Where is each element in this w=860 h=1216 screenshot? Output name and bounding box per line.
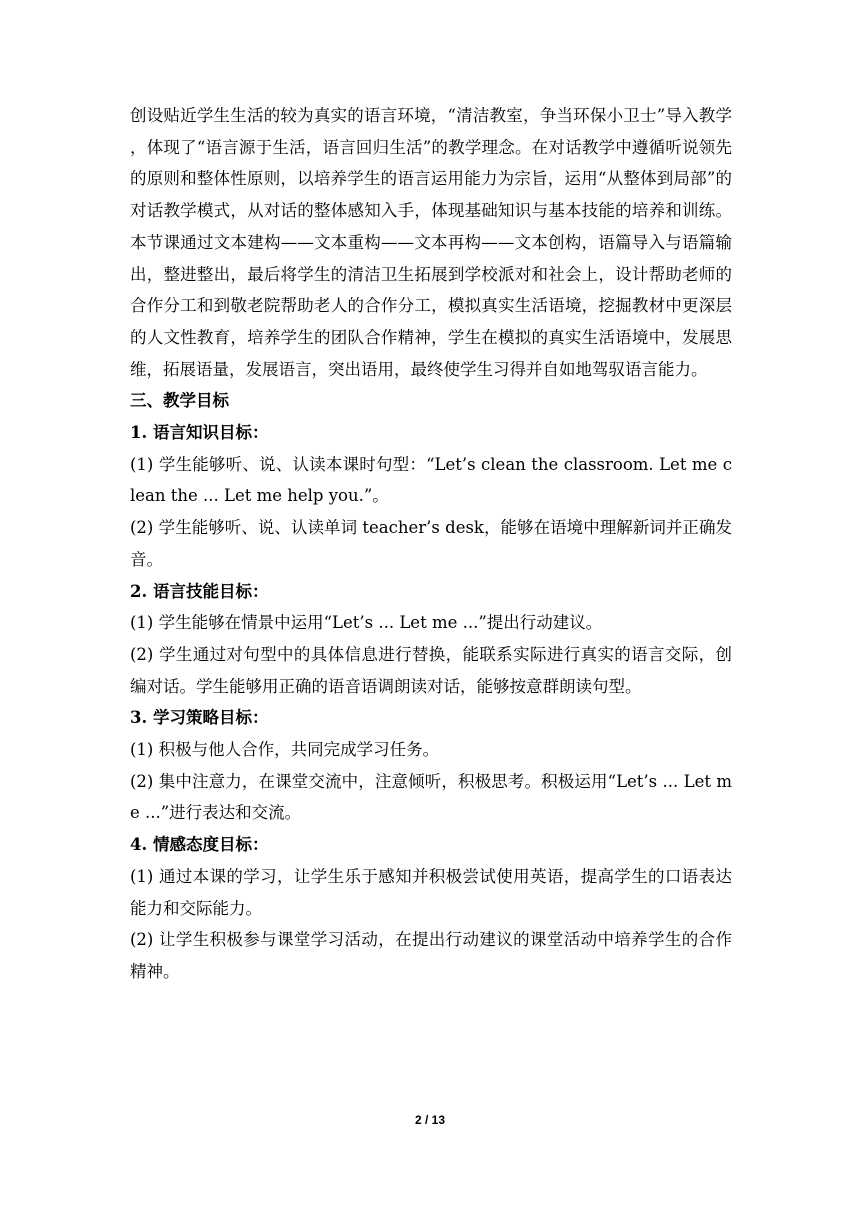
goal-heading-knowledge: 1. 语言知识目标：	[130, 423, 269, 443]
goal-item: (2) 学生通过对句型中的具体信息进行替换，能联系实际进行真实的语言交际，创编对话。学生能够用正确的语音语调朗读对话，能够按意群朗读句型。	[130, 644, 732, 696]
goal-item: (1) 学生能够听、说、认读本课时句型：“Let’s clean the classroom. Let me clean the ... Let me help you.”。	[130, 454, 732, 506]
goal-item: (1) 学生能够在情景中运用“Let’s ... Let me ...”提出行动建议。	[130, 613, 603, 633]
goal-item: (2) 学生能够听、说、认读单词 teacher’s desk，能够在语境中理解新词并正确发音。	[130, 518, 732, 569]
goal-item: (2) 让学生积极参与课堂学习活动，在提出行动建议的课堂活动中培养学生的合作精神。	[130, 930, 732, 981]
section-heading: 三、教学目标	[130, 391, 229, 411]
goal-item: (1) 通过本课的学习，让学生乐于感知并积极尝试使用英语，提高学生的口语表达能力和交际能力。	[130, 866, 732, 918]
intro-paragraph: 创设贴近学生生活的较为真实的语言环境，“清洁教室，争当环保小卫士”导入教学，体现了“语言源于生活，语言回归生活”的教学理念。在对话教学中遵循听说领先的原则和整体性原则，以培养学生的语言运用能力为宗旨，运用“从整体到局部”的对话教学模式，从对话的整体感知入手，体现基础知识与基本技能的培养和训练。本节课通过文本建构——文本重构——文本再构——文本创构，语篇导入与语篇输出，整进整出，最后将学生的清洁卫生拓展到学校派对和社会上，设计帮助老师的合作分工和到敬老院帮助老人的合作分工，模拟真实生活语境，挖掘教材中更深层的人文性教育，培养学生的团队合作精神，学生在模拟的真实生活语境中，发展思维，拓展语量，发展语言，突出语用，最终使学生习得并自如地驾驭语言能力。	[130, 106, 732, 379]
goal-heading-strategy: 3. 学习策略目标：	[130, 708, 269, 728]
goal-item: (2) 集中注意力，在课堂交流中，注意倾听，积极思考。积极运用“Let’s ... Let me ...”进行表达和交流。	[130, 771, 732, 823]
goal-heading-attitude: 4. 情感态度目标：	[130, 835, 269, 855]
page-number: 2 / 13	[414, 1113, 446, 1127]
goal-item: (1) 积极与他人合作，共同完成学习任务。	[130, 740, 440, 760]
page-content	[130, 100, 732, 988]
goal-heading-skills: 2. 语言技能目标：	[130, 581, 269, 601]
